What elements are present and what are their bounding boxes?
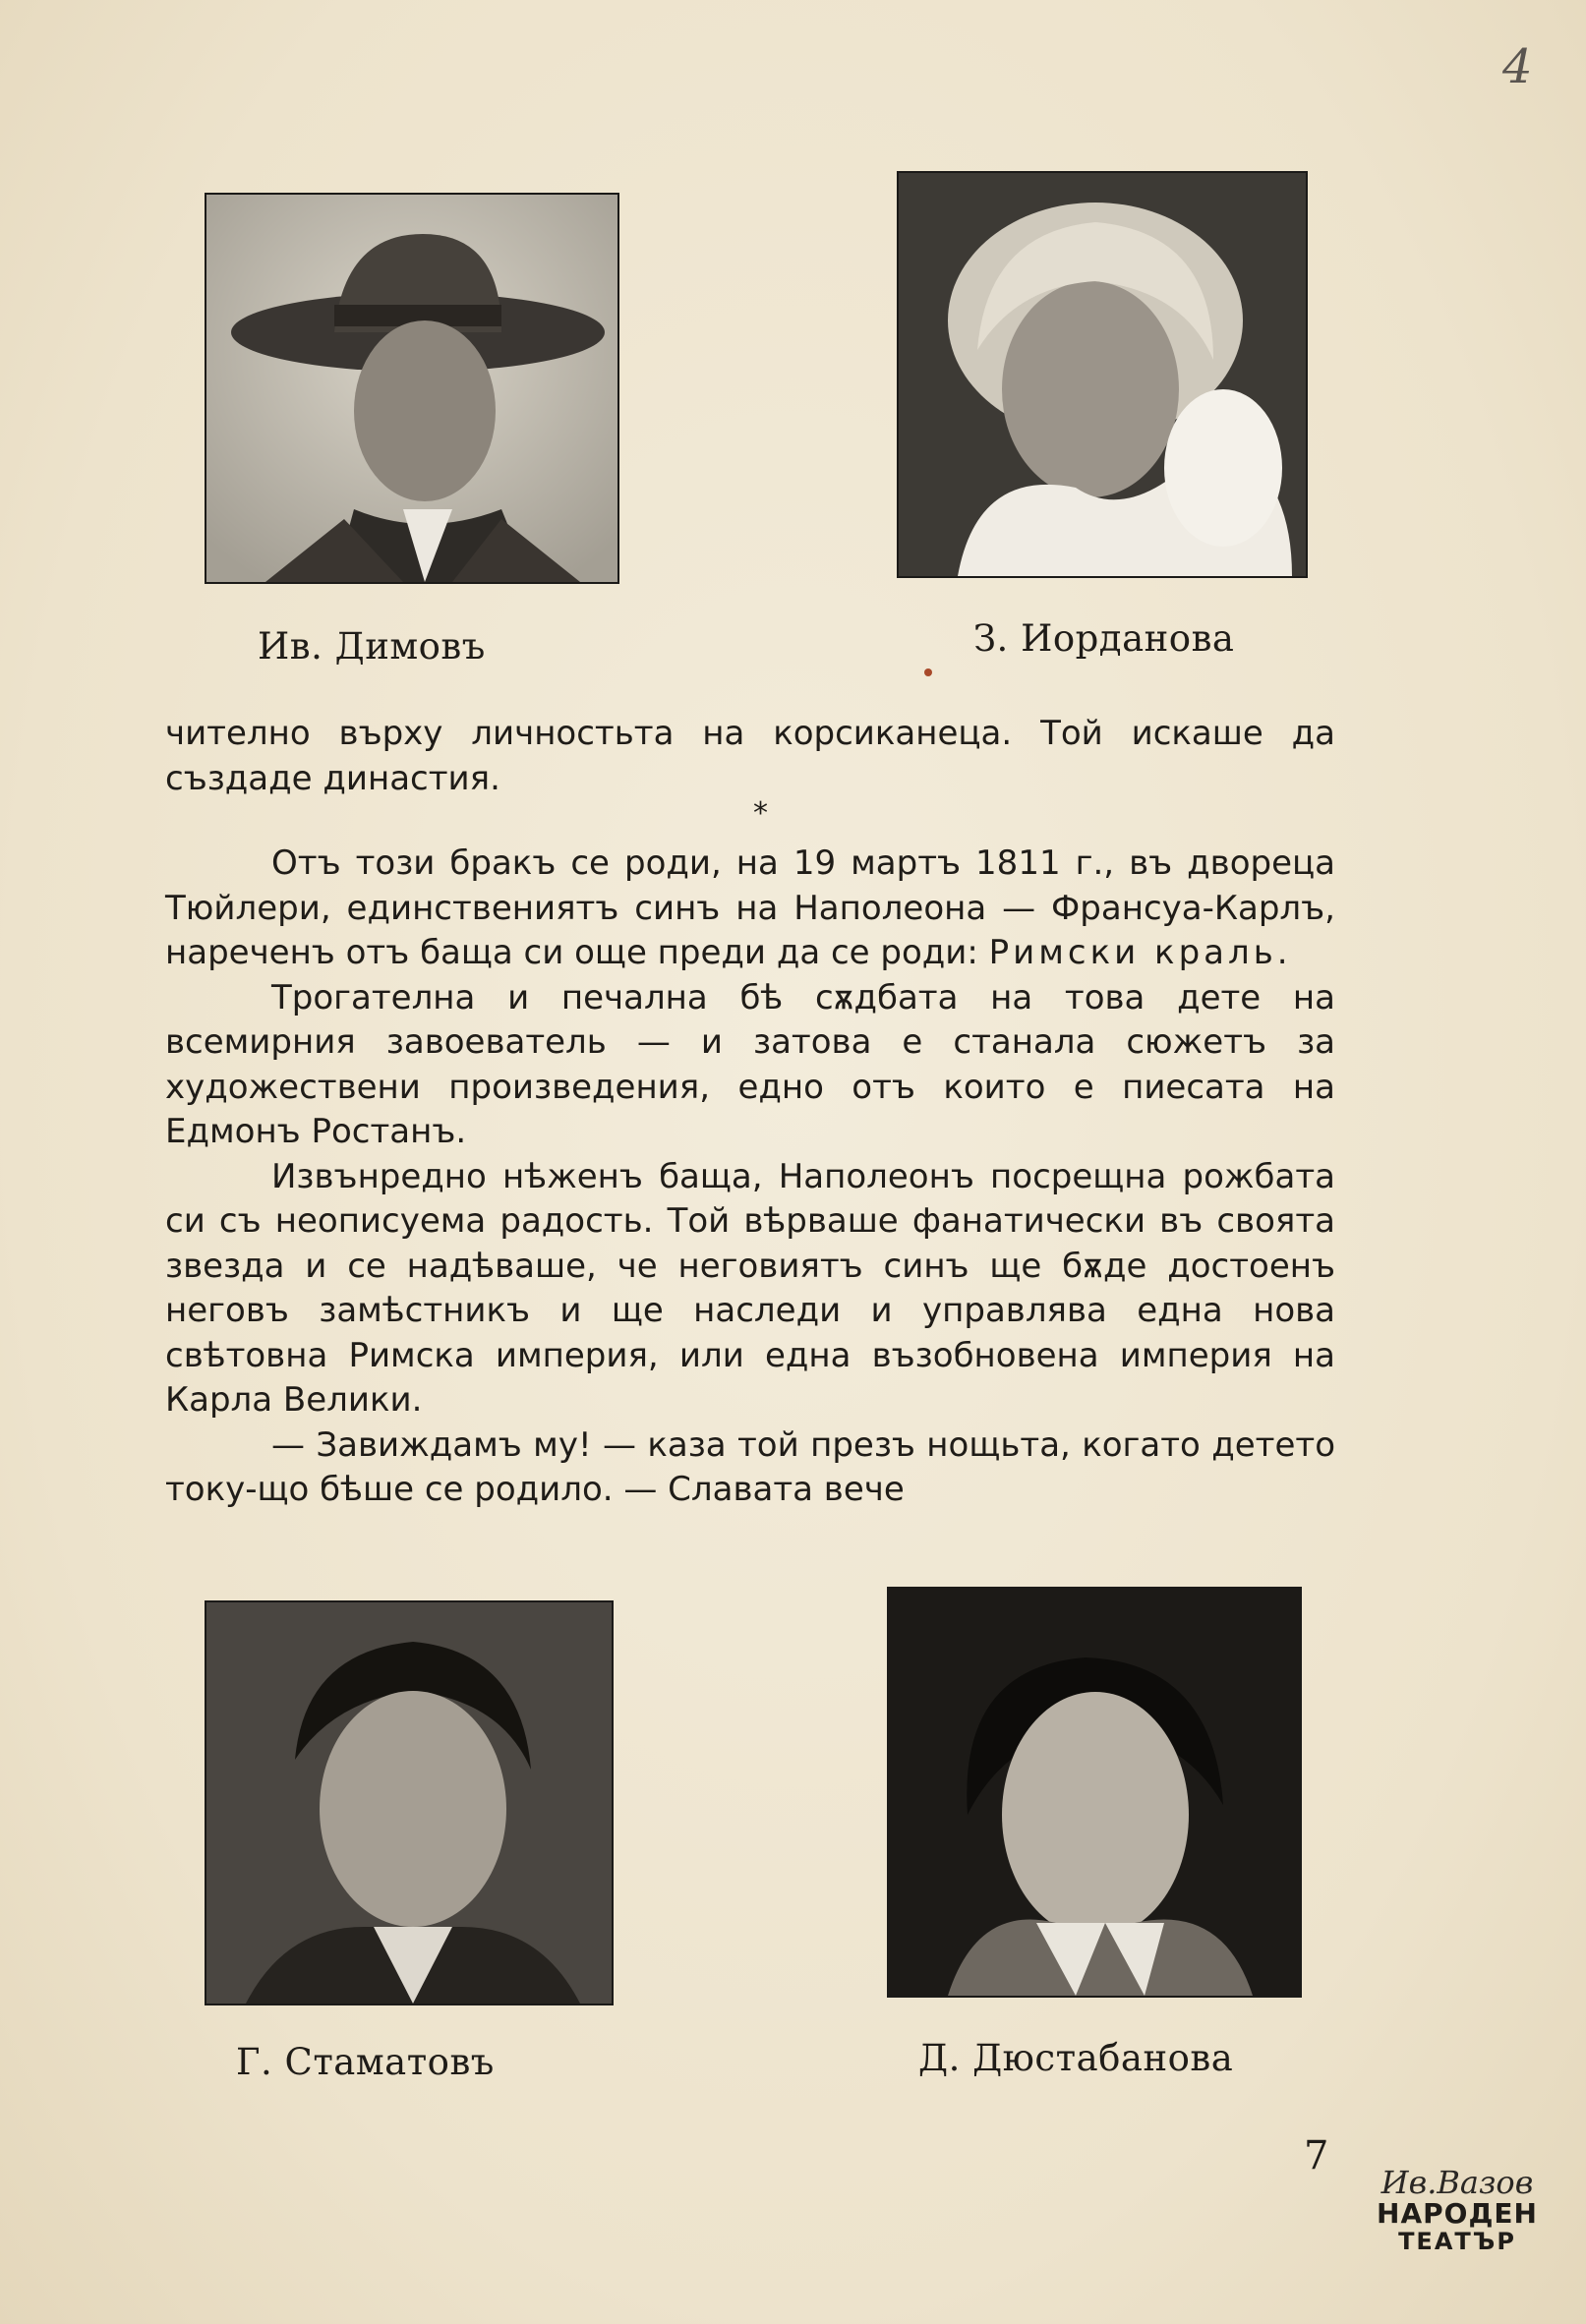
paragraph-father: Извънредно нѣженъ баща, Наполеонъ посрещна рожбата си съ неописуема радость. Той вѣрваше фанатически въ своята звезда и се надѣваше, че неговиятъ синъ ще бѫде достоенъ неговъ замѣстникъ и ще наследи и управлява една нова свѣтовна Римска империя, или една възобновена империя на Карла Велики.	[165, 1156, 1335, 1420]
photo-dimov	[205, 193, 619, 584]
logo-signature: Ив.Вазов	[1380, 2164, 1534, 2201]
portrait-woman-dark-hair-image	[889, 1589, 1300, 1996]
caption-dimov: Ив. Димовъ	[258, 625, 486, 668]
caption-stamatov: Г. Стаматовъ	[236, 2041, 495, 2083]
photo-dyustabanova	[887, 1587, 1302, 1998]
portrait-woman-image	[899, 173, 1306, 576]
caption-iordanova: З. Иорданова	[973, 617, 1235, 660]
ink-dot	[924, 668, 932, 676]
photo-stamatov	[205, 1600, 614, 2005]
national-theatre-logo	[1369, 2166, 1546, 2254]
paragraph-continuation: чително върху личностьта на корсиканеца. Той искаше да създаде династия.	[165, 714, 1335, 798]
body-text	[165, 712, 1335, 801]
body-text-main	[165, 842, 1335, 1513]
roman-king-title: Римски краль.	[988, 933, 1292, 972]
photo-iordanova	[897, 171, 1308, 578]
paragraph-birth	[165, 842, 1335, 976]
portrait-man-image	[206, 1602, 612, 2004]
paragraph-quote: — Завиждамъ му! — каза той презъ нощьта, когато детето току-що бѣше се родило. — Славата вече	[165, 1424, 1335, 1509]
section-separator: *	[753, 796, 768, 831]
logo-line2: ТЕАТЪР	[1398, 2228, 1516, 2255]
paragraph-birth-text: Отъ този бракъ се роди, на 19 мартъ 1811 г., въ двореца Тюйлери, единствениятъ синъ на Наполеона — Франсуа-Карлъ, нареченъ отъ баща си още преди да се роди:	[165, 843, 1335, 972]
paragraph-fate: Трогателна и печална бѣ сѫдбата на това дете на всемирния завоеватель — и затова е станала сюжетъ за художествени произведения, едно отъ които е пиесата на Едмонъ Ростанъ.	[165, 977, 1335, 1151]
caption-dyustabanova: Д. Дюстабанова	[918, 2037, 1234, 2079]
logo-line1: НАРОДЕН	[1377, 2197, 1538, 2230]
corner-handwritten-mark: 4	[1502, 39, 1533, 94]
portrait-man-hat-image	[206, 195, 617, 582]
page-number: 7	[1304, 2133, 1329, 2179]
